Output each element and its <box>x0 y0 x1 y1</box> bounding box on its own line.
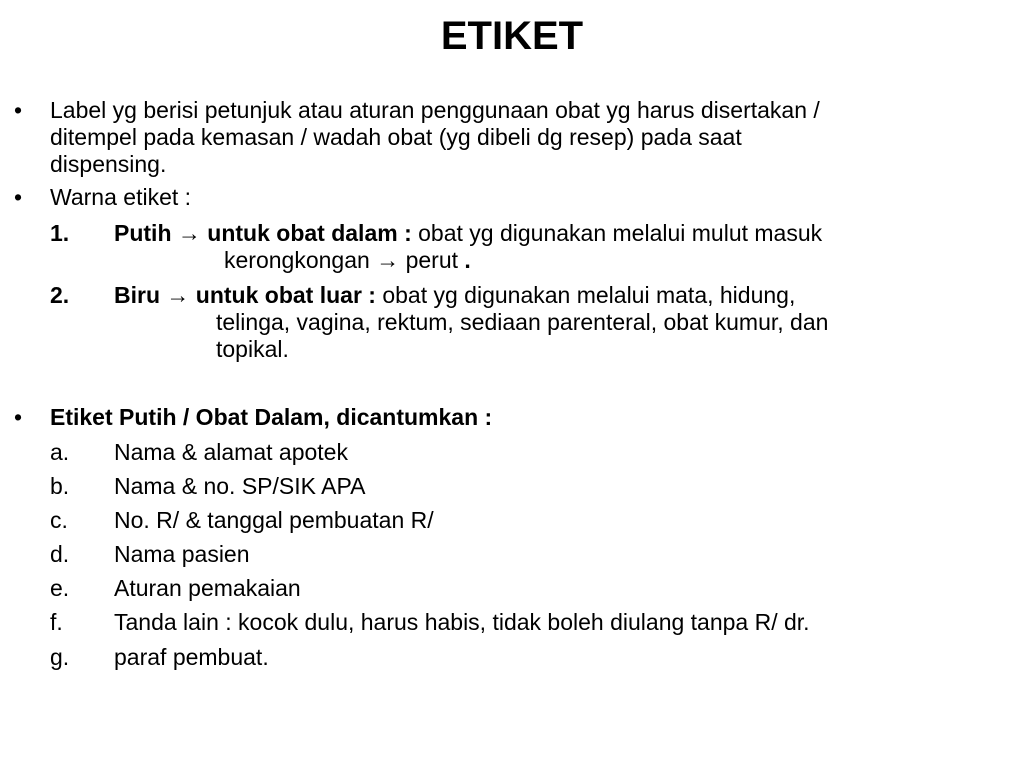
slide-title: ETIKET <box>440 14 584 58</box>
list-number: 2. <box>50 282 70 308</box>
list-letter: d. <box>50 541 70 567</box>
list-item: Tanda lain : kocok dulu, harus habis, tidak boleh diulang tanpa R/ dr. <box>114 609 810 635</box>
list-letter: f. <box>50 609 63 635</box>
list-letter: a. <box>50 439 70 465</box>
intro-line: dispensing. <box>50 151 167 177</box>
arrow-icon: → <box>177 220 201 246</box>
item-text: telinga, vagina, rektum, sediaan parenteral, obat kumur, dan <box>216 309 829 335</box>
list-letter: c. <box>50 507 68 533</box>
list-item: Nama & no. SP/SIK APA <box>114 473 366 499</box>
color-name: Biru <box>114 282 160 308</box>
color-name: Putih <box>114 220 172 246</box>
warna-item-biru-continuation <box>216 309 828 363</box>
bullet-dot: • <box>14 184 23 210</box>
item-text: obat yg digunakan melalui mulut masuk <box>418 220 823 246</box>
item-text: obat yg digunakan melalui mata, hidung, <box>382 282 796 308</box>
item-text: topikal. <box>216 336 289 362</box>
intro-line: ditempel pada kemasan / wadah obat (yg dibeli dg resep) pada saat <box>50 124 742 150</box>
list-letter: e. <box>50 575 70 601</box>
warna-item-biru <box>114 282 795 309</box>
list-number: 1. <box>50 220 70 246</box>
list-item: Nama & alamat apotek <box>114 439 348 465</box>
item-heading: untuk obat dalam : <box>207 220 412 246</box>
item-period: . <box>464 247 471 273</box>
etiket-putih-heading: Etiket Putih / Obat Dalam, dicantumkan : <box>50 404 493 430</box>
list-item: No. R/ & tanggal pembuatan R/ <box>114 507 434 533</box>
item-text: perut <box>405 247 459 273</box>
intro-line: Label yg berisi petunjuk atau aturan penggunaan obat yg harus disertakan / <box>50 97 820 123</box>
item-text: kerongkongan <box>224 247 370 273</box>
list-item: Aturan pemakaian <box>114 575 301 601</box>
warna-item-putih <box>114 220 822 247</box>
arrow-icon: → <box>376 247 400 273</box>
list-item: paraf pembuat. <box>114 644 269 670</box>
list-letter: b. <box>50 473 70 499</box>
item-heading: untuk obat luar : <box>195 282 376 308</box>
bullet-dot: • <box>14 97 23 123</box>
warna-item-putih-continuation <box>224 247 471 274</box>
list-item: Nama pasien <box>114 541 250 567</box>
warna-label: Warna etiket : <box>50 184 192 210</box>
arrow-icon: → <box>166 282 190 308</box>
list-letter: g. <box>50 644 70 670</box>
intro-paragraph <box>50 97 820 178</box>
bullet-dot: • <box>14 404 23 430</box>
